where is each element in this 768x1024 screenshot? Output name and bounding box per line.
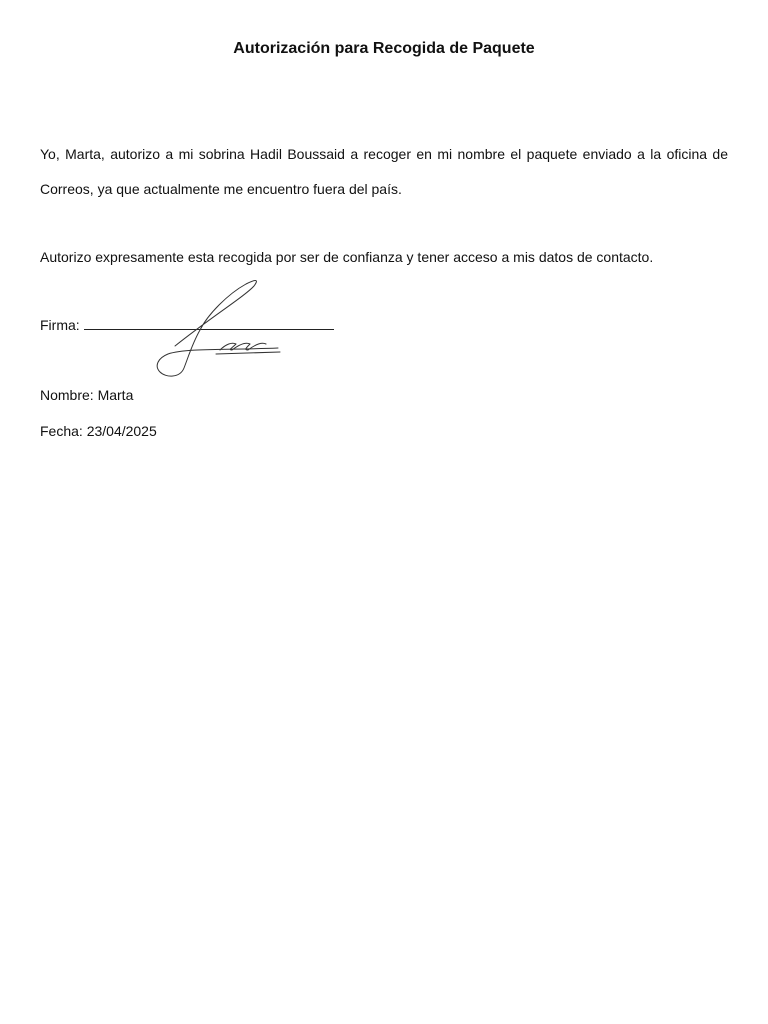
consent-paragraph: Autorizo expresamente esta recogida por ser de confianza y tener acceso a mis datos de contacto.	[40, 249, 654, 265]
name-line: Nombre: Marta	[40, 387, 134, 403]
handwritten-signature	[150, 278, 290, 380]
document-title: Autorización para Recogida de Paquete	[233, 40, 535, 57]
date-line: Fecha: 23/04/2025	[40, 423, 157, 439]
authorization-paragraph: Yo, Marta, autorizo a mi sobrina Hadil Boussaid a recoger en mi nombre el paquete enviado a la oficina de Correos, ya que actualmente me encuentro fuera del país.	[40, 146, 728, 197]
signature-label: Firma:	[40, 317, 80, 333]
